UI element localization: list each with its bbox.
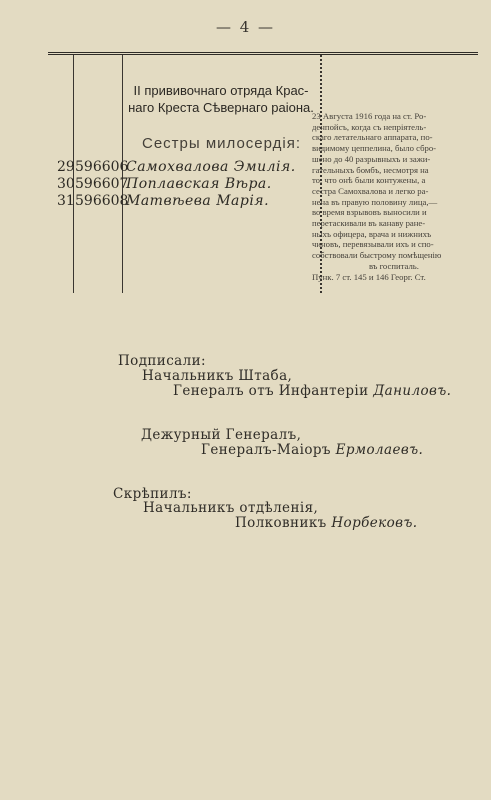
note-line: ныхъ офицера, врача и нижнихъ [312, 228, 432, 239]
unit-title [125, 82, 317, 116]
note-line: скаго летательнаго аппарата, по- [312, 132, 433, 143]
row-code: 596606 [75, 159, 129, 175]
duty-rank: Генералъ-Маіоръ [201, 442, 331, 458]
row-name: Поплавская Вѣра. [126, 176, 272, 192]
dept-title: Начальникъ отдѣленія, [143, 500, 319, 516]
unit-title-line: II прививочнаго отряда Крас- [133, 83, 309, 98]
chief-signature-line [173, 383, 451, 399]
dept-name: Норбековъ. [331, 515, 418, 531]
duty-title: Дежурный Генералъ, [141, 427, 302, 443]
note-line: въ госпиталь. [369, 260, 419, 271]
note-line: нена въ правую половину лица,— [312, 196, 438, 207]
note-line: перетаскивали въ канаву ране- [312, 218, 426, 229]
dept-signature-line [235, 515, 417, 531]
note-line: во время взрывовъ выносили и [312, 207, 427, 218]
duty-signature-line [201, 442, 423, 458]
chief-title: Начальникъ Штаба, [142, 368, 293, 384]
note-line: 23 Августа 1916 года на ст. Ро- [312, 111, 427, 121]
note-line: сестра Самохвалова и легко ра- [312, 185, 429, 196]
unit-title-line: наго Креста Сѣвернаго раіона. [128, 100, 314, 115]
row-number: 30 [57, 176, 75, 192]
note-line: гательныхъ бомбъ, несмотря на [312, 164, 429, 175]
chief-name: Даниловъ. [373, 383, 452, 399]
note-line: денпойсъ, когда съ непріятель- [312, 121, 427, 132]
row-name: Самохвалова Эмилія. [126, 159, 296, 175]
note-line: шено до 40 разрывныхъ и зажи- [312, 153, 431, 164]
row-code: 596607 [75, 176, 129, 192]
row-number: 31 [57, 193, 75, 209]
deed-description [312, 111, 476, 282]
note-line: видимому цеппелина, было сбро- [312, 143, 437, 154]
awards-table [48, 52, 478, 299]
row-number: 29 [57, 159, 75, 175]
page-number: — 4 — [215, 18, 276, 36]
dept-rank: Полковникъ [235, 515, 327, 531]
row-code: 596608 [75, 193, 129, 209]
duty-name: Ермолаевъ. [335, 442, 424, 458]
certified-label: Скрѣпилъ: [113, 486, 192, 502]
note-citation: Пунк. 7 ст. 145 и 146 Георг. Ст. [312, 271, 426, 282]
chief-rank: Генералъ отъ Инфантеріи [173, 383, 369, 399]
signed-label: Подписали: [118, 353, 206, 369]
section-title: Сестры милосердія: [142, 135, 302, 152]
note-line: собствовали быстрому помѣщенію [312, 250, 442, 261]
note-line: чиновъ, перевязывали ихъ и спо- [312, 239, 434, 250]
note-line: то, что онѣ были контужены, а [312, 175, 426, 186]
row-name: Матвѣева Марія. [126, 193, 270, 209]
